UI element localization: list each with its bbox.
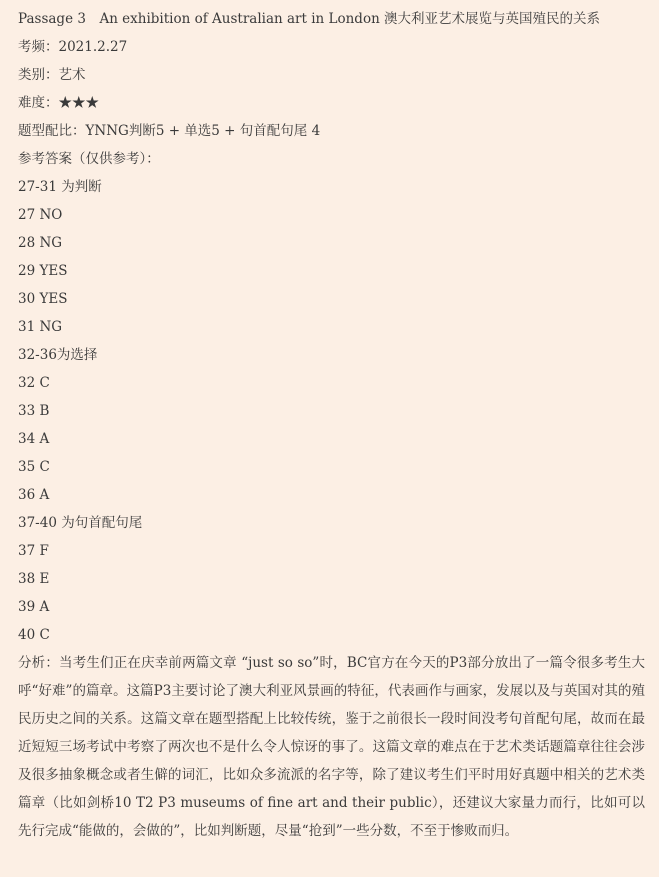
answer-item: 27 NO [18,207,63,223]
answer-item: 32 C [18,375,50,391]
analysis-paragraph: 分析：当考生们正在庆幸前两篇文章 “just so so”时，BC官方在今天的P3部分放出了一篇令很多考生大呼“好难”的篇章。这篇P3主要讨论了澳大利亚风景画的特征，代表画作与画家，发展以及与英国对其的殖民历史之间的关系。这篇文章在题型搭配上比较传统，鉴于之前很长一段时间没考句首配句尾，故而在最近短短三场考试中考察了两次也不是什么令人惊讶的事了。这篇文章的难点在于艺术类话题篇章往往会涉及很多抽象概念或者生僻的词汇，比如众多流派的名字等，除了建议考生们平时用好真题中相关的艺术类篇章（比如剑桥10 T2 P3 museums of fine art and their public），还建议大家量力而行，比如可以先行完成“能做的，会做的”，比如判断题，尽量“抢到”一些分数，不至于惨败而归。 [18,655,645,839]
passage-title: Passage 3 An exhibition of Australian art in London 澳大利亚艺术展览与英国殖民的关系 [18,11,601,27]
answer-item: 30 YES [18,291,68,307]
exam-date: 考频：2021.2.27 [18,39,128,55]
answer-item: 40 C [18,627,50,643]
answer-item: 38 E [18,571,50,587]
answer-item: 39 A [18,599,50,615]
answer-item: 33 B [18,403,50,419]
difficulty: 难度：★★★ [18,95,99,111]
question-types: 题型配比：YNNG判断5 + 单选5 + 句首配句尾 4 [18,123,321,139]
section-label: 27-31 为判断 [18,179,102,195]
section-label: 37-40 为句首配句尾 [18,515,143,531]
answer-item: 35 C [18,459,50,475]
answer-item: 31 NG [18,319,63,335]
answer-item: 29 YES [18,263,68,279]
answers-heading: 参考答案（仅供参考）： [18,151,160,167]
answer-item: 34 A [18,431,50,447]
category: 类别：艺术 [18,67,86,83]
answer-item: 36 A [18,487,50,503]
answer-item: 37 F [18,543,49,559]
section-label: 32-36为选择 [18,347,98,363]
answer-item: 28 NG [18,235,63,251]
